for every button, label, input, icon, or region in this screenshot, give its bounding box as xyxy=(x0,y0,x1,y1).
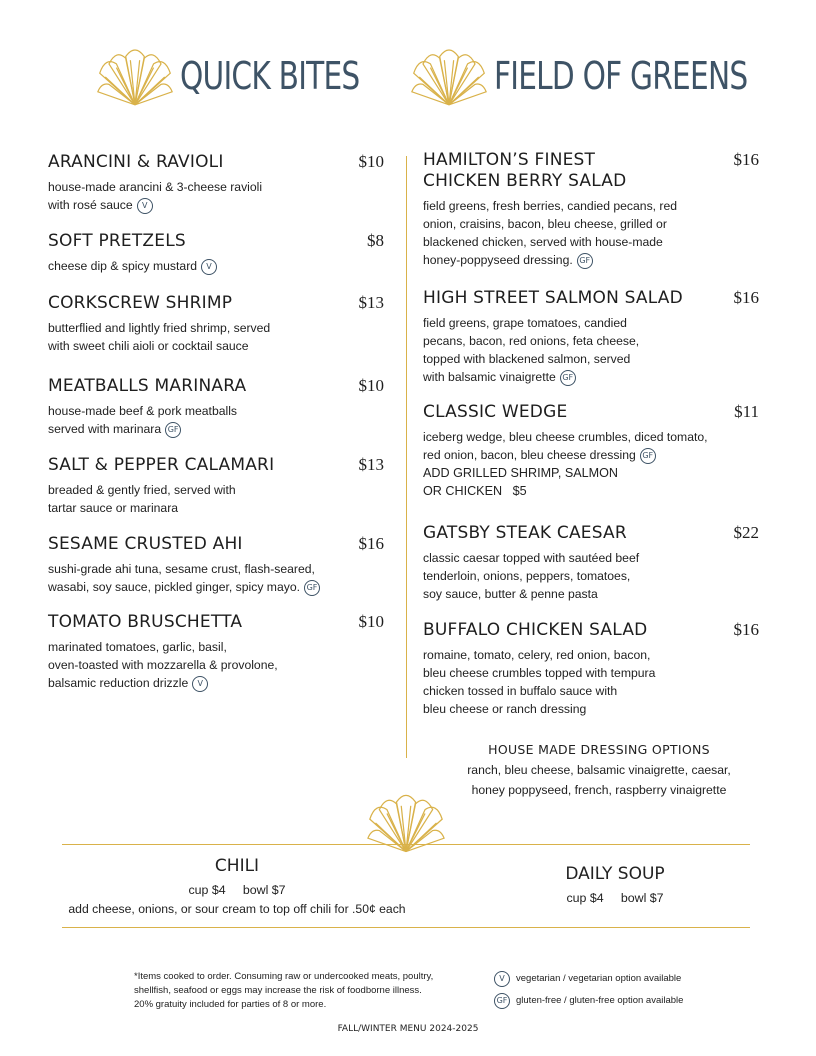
item-price: $11 xyxy=(734,402,759,421)
menu-item xyxy=(48,612,384,692)
item-name: CLASSIC WEDGE xyxy=(423,402,568,422)
item-price: $16 xyxy=(733,288,759,307)
item-price: $22 xyxy=(733,523,759,542)
art-deco-fan-icon xyxy=(410,44,488,108)
item-name: MEATBALLS MARINARA xyxy=(48,376,247,396)
field-of-greens-header xyxy=(410,44,816,108)
legend-text: gluten-free / gluten-free option available xyxy=(516,995,684,1006)
menu-item xyxy=(423,402,759,500)
item-price: $16 xyxy=(733,620,759,639)
menu-item xyxy=(48,534,384,596)
item-price: $10 xyxy=(358,376,384,395)
item-description: house-made beef & pork meatballs served with marinara GF xyxy=(48,404,238,436)
item-name: GATSBY STEAK CAESAR xyxy=(423,523,627,543)
item-name: HAMILTON’S FINEST CHICKEN BERRY SALAD xyxy=(423,150,627,191)
item-name: TOMATO BRUSCHETTA xyxy=(48,612,243,632)
menu-item xyxy=(48,455,384,517)
menu-item xyxy=(48,231,384,275)
gluten-free-icon: GF xyxy=(640,448,656,464)
item-name: HIGH STREET SALMON SALAD xyxy=(423,288,683,308)
item-description: romaine, tomato, celery, red onion, bacon, bleu cheese crumbles topped with tempura chicken tossed in buffalo sauce with bleu cheese or ranch dressing xyxy=(423,648,656,716)
dressing-title: HOUSE MADE DRESSING OPTIONS xyxy=(488,742,710,757)
menu-item xyxy=(423,150,759,269)
disclaimer: *Items cooked to order. Consuming raw or undercooked meats, poultry, shellfish, seafood or eggs may increase the risk of foodborne illness. 20% gratuity included for parties of 8 or more. xyxy=(134,971,434,1010)
item-name: SALT & PEPPER CALAMARI xyxy=(48,455,275,475)
add-on-option: ADD GRILLED SHRIMP, SALMON OR CHICKEN $5 xyxy=(423,466,619,498)
divider-line xyxy=(62,927,750,928)
dressing-list: ranch, bleu cheese, balsamic vinaigrette, caesar, honey poppyseed, french, raspberry vinaigrette xyxy=(467,763,731,797)
chili-section xyxy=(62,856,412,916)
item-price: $13 xyxy=(358,293,384,312)
item-name: CORKSCREW SHRIMP xyxy=(48,293,233,313)
quick-bites-column xyxy=(48,152,384,712)
column-divider xyxy=(406,156,407,758)
legend-text: vegetarian / vegetarian option available xyxy=(516,973,682,984)
item-price: $10 xyxy=(358,152,384,171)
item-description: field greens, grape tomatoes, candied pecans, bacon, red onions, feta cheese, topped with blackened salmon, served with balsamic vinaigrette GF xyxy=(423,316,640,384)
art-deco-fan-icon xyxy=(96,44,174,108)
item-description: cheese dip & spicy mustard V xyxy=(48,257,384,275)
item-price: $16 xyxy=(733,150,759,169)
gluten-free-icon: GF xyxy=(304,580,320,596)
dressing-options xyxy=(440,742,758,800)
vegetarian-icon: V xyxy=(201,259,217,275)
menu-item xyxy=(423,288,759,386)
vegetarian-icon: V xyxy=(192,676,208,692)
badge-legend xyxy=(494,971,754,1009)
chili-prices: cup $4 bowl $7 xyxy=(188,883,286,897)
menu-item xyxy=(48,152,384,214)
soup-title: DAILY SOUP xyxy=(565,864,665,884)
item-name: SOFT PRETZELS xyxy=(48,231,186,251)
gluten-free-icon: GF xyxy=(577,253,593,269)
soup-prices: cup $4 bowl $7 xyxy=(566,891,664,905)
item-price: $8 xyxy=(367,231,384,250)
daily-soup-section xyxy=(530,864,700,905)
menu-item xyxy=(423,620,759,718)
field-of-greens-title: FIELD OF GREENS xyxy=(494,54,748,98)
item-description: sushi-grade ahi tuna, sesame crust, flash-seared, wasabi, soy sauce, pickled ginger, spicy mayo. GF xyxy=(48,560,384,596)
item-price: $16 xyxy=(358,534,384,553)
item-description: butterflied and lightly fried shrimp, served with sweet chili aioli or cocktail sauce xyxy=(48,321,271,353)
item-description: classic caesar topped with sautéed beef tenderloin, onions, peppers, tomatoes, soy sauce, butter & penne pasta xyxy=(423,551,640,601)
chili-note: add cheese, onions, or sour cream to top off chili for .50¢ each xyxy=(68,902,406,916)
season-label: FALL/WINTER MENU 2024-2025 xyxy=(337,1024,479,1034)
item-description: field greens, fresh berries, candied pecans, red onion, craisins, bacon, bleu cheese, grilled or blackened chicken, served with house-made honey-poppyseed dressing. GF xyxy=(423,199,678,267)
gluten-free-icon: GF xyxy=(494,993,510,1009)
item-name: BUFFALO CHICKEN SALAD xyxy=(423,620,648,640)
gluten-free-icon: GF xyxy=(165,422,181,438)
divider-line xyxy=(62,844,750,845)
menu-item xyxy=(48,376,384,438)
item-name: ARANCINI & RAVIOLI xyxy=(48,152,224,172)
gluten-free-icon: GF xyxy=(560,370,576,386)
vegetarian-icon: V xyxy=(494,971,510,987)
quick-bites-header xyxy=(96,44,410,108)
item-description: house-made arancini & 3-cheese ravioli with rosé sauce V xyxy=(48,180,263,212)
field-of-greens-column xyxy=(423,150,759,720)
item-description: breaded & gently fried, served with tartar sauce or marinara xyxy=(48,483,236,515)
item-price: $10 xyxy=(358,612,384,631)
legend-item xyxy=(494,993,754,1009)
menu-item xyxy=(423,523,759,603)
item-description: marinated tomatoes, garlic, basil, oven-toasted with mozzarella & provolone, balsamic reduction drizzle V xyxy=(48,640,278,690)
quick-bites-title: QUICK BITES xyxy=(180,54,360,98)
item-name: SESAME CRUSTED AHI xyxy=(48,534,243,554)
menu-item xyxy=(48,293,384,355)
legend-item xyxy=(494,971,754,987)
vegetarian-icon: V xyxy=(137,198,153,214)
item-description: iceberg wedge, bleu cheese crumbles, diced tomato, red onion, bacon, bleu cheese dressing GF xyxy=(423,430,708,462)
chili-title: CHILI xyxy=(214,856,260,876)
item-price: $13 xyxy=(358,455,384,474)
